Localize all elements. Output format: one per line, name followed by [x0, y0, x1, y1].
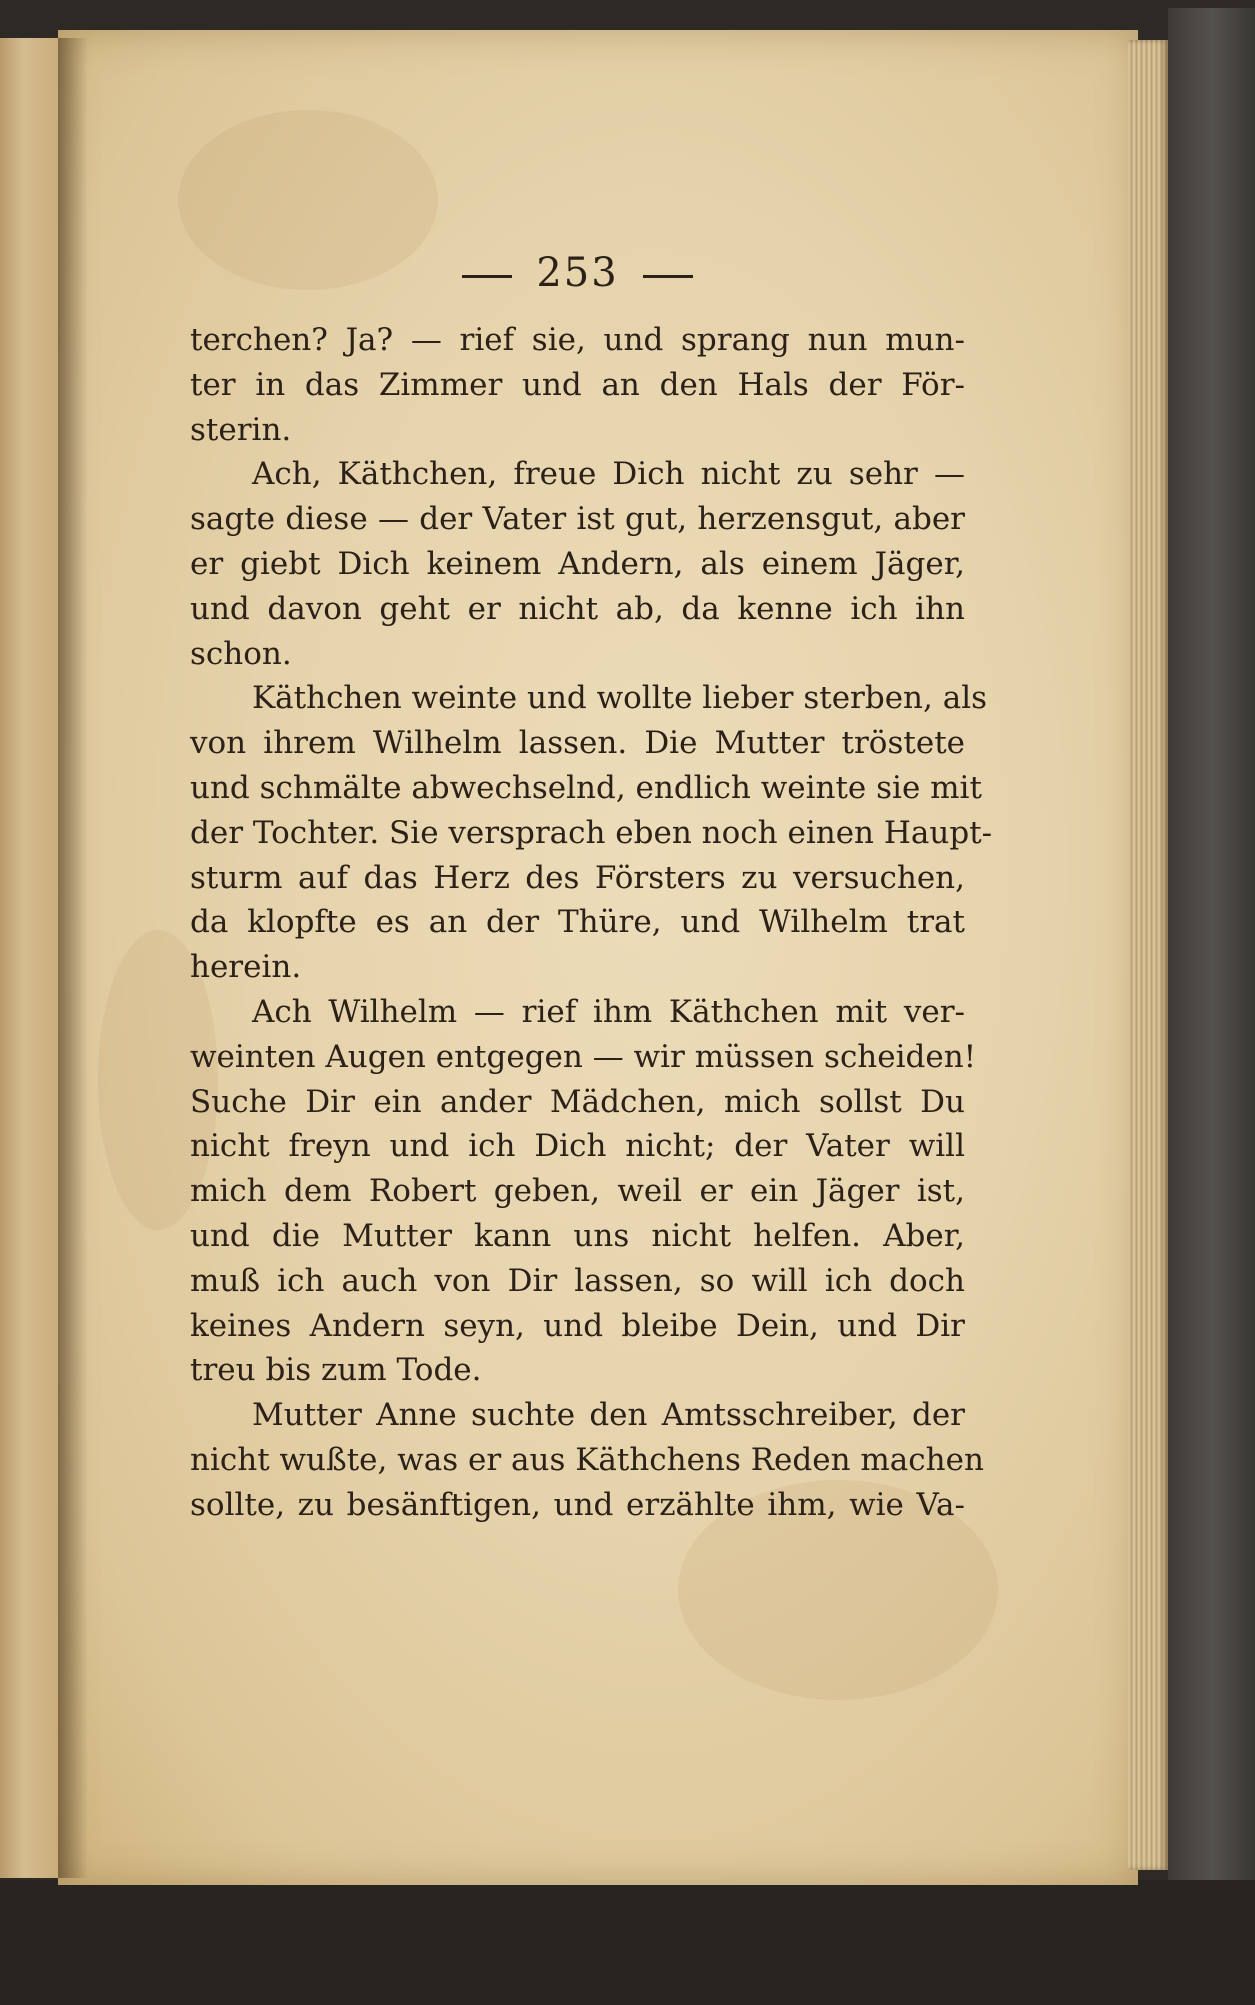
text-line: Käthchen weinte und wollte lieber sterben, als	[252, 680, 988, 717]
left-page-edge	[0, 38, 60, 1878]
header-dash-right	[643, 275, 693, 278]
page-number: 253	[536, 250, 619, 296]
text-line: er giebt Dich keinem Andern, als einem Jäger,	[190, 545, 965, 582]
text-line: schon.	[190, 635, 292, 672]
text-line: da klopfte es an der Thüre, und Wilhelm trat	[190, 904, 965, 941]
running-header	[190, 250, 965, 296]
text-line: treu bis zum Tode.	[190, 1352, 482, 1389]
text-line: ter in das Zimmer und an den Hals der För-	[190, 366, 965, 403]
text-line: mich dem Robert geben, weil er ein Jäger ist,	[190, 1173, 965, 1210]
text-line: von ihrem Wilhelm lassen. Die Mutter tröstete	[190, 725, 965, 762]
text-line: sturm auf das Herz des Försters zu versuchen,	[190, 859, 965, 896]
page-stack-edge	[1128, 40, 1168, 1870]
text-line: herein.	[190, 949, 302, 986]
text-line: Suche Dir ein ander Mädchen, mich sollst Du	[190, 1083, 965, 1120]
text-line: muß ich auch von Dir lassen, so will ich doch	[190, 1262, 965, 1299]
text-line: sagte diese — der Vater ist gut, herzensgut, aber	[190, 501, 965, 538]
body-text	[190, 318, 993, 1528]
text-line: nicht wußte, was er aus Käthchens Reden machen	[190, 1441, 984, 1478]
text-line: sollte, zu besänftigen, und erzählte ihm, wie Va-	[190, 1486, 965, 1523]
text-line: sterin.	[190, 411, 292, 448]
gutter-shadow	[58, 38, 88, 1878]
text-line: keines Andern seyn, und bleibe Dein, und Dir	[190, 1307, 965, 1344]
page-text-block	[190, 250, 993, 1528]
text-line: und schmälte abwechselnd, endlich weinte sie mit	[190, 769, 982, 806]
text-line: der Tochter. Sie versprach eben noch einen Haupt-	[190, 814, 993, 851]
text-line: Ach Wilhelm — rief ihm Käthchen mit ver-	[252, 993, 965, 1030]
book-cover-bottom	[0, 1880, 1255, 2005]
text-line: Ach, Käthchen, freue Dich nicht zu sehr —	[252, 456, 965, 493]
text-line: nicht freyn und ich Dich nicht; der Vater will	[190, 1128, 965, 1165]
text-line: weinten Augen entgegen — wir müssen scheiden!	[190, 1038, 977, 1075]
text-line: terchen? Ja? — rief sie, und sprang nun mun-	[190, 322, 965, 358]
text-line: und die Mutter kann uns nicht helfen. Aber,	[190, 1217, 965, 1254]
text-line: und davon geht er nicht ab, da kenne ich ihn	[190, 590, 965, 627]
header-dash-left	[462, 275, 512, 278]
book-cover-right	[1168, 8, 1255, 2003]
text-line: Mutter Anne suchte den Amtsschreiber, der	[252, 1397, 965, 1434]
